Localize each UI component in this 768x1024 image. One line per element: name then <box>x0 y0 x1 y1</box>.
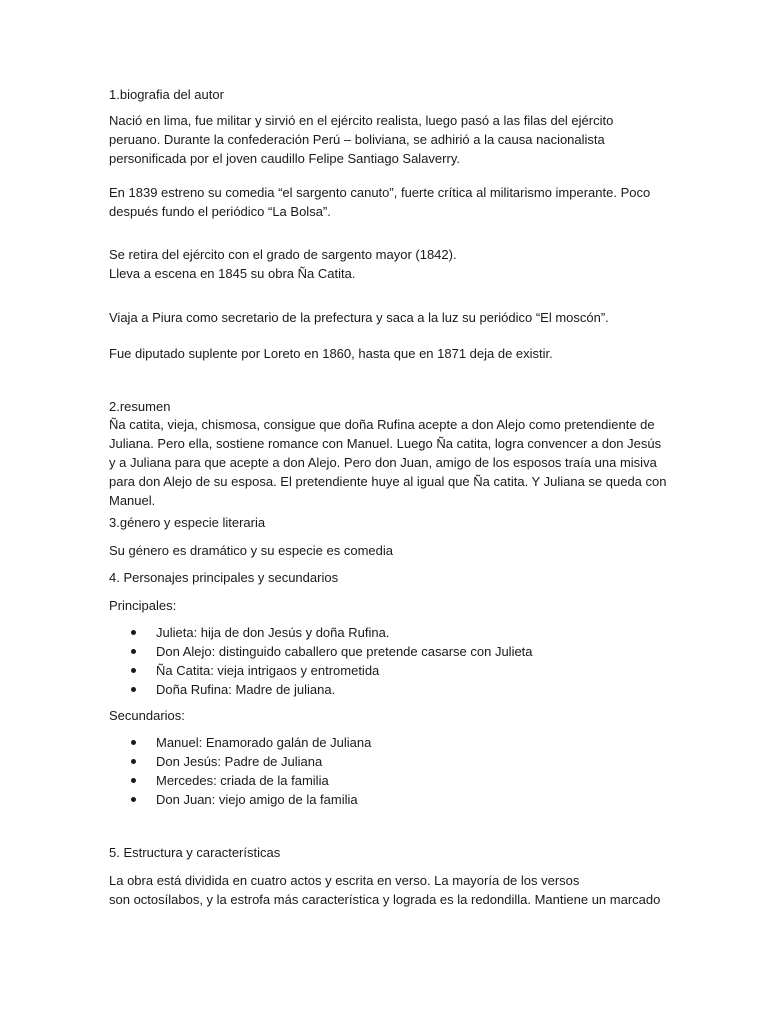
bullet-icon <box>131 687 136 692</box>
text-line: Nació en lima, fue militar y sirvió en el ejército realista, luego pasó a las filas del ejército <box>109 113 614 128</box>
principales-label: Principales: <box>109 598 177 613</box>
text-line: Manuel. <box>109 493 156 508</box>
genre-paragraph: Su género es dramático y su especie es comedia <box>109 543 393 558</box>
text-line: después fundo el periódico “La Bolsa”. <box>109 204 331 219</box>
section-1-heading: 1.biografia del autor <box>109 87 224 102</box>
list-item <box>109 771 669 790</box>
list-item <box>109 733 669 752</box>
bullet-icon <box>131 740 136 745</box>
biography-paragraph-3 <box>109 245 669 283</box>
list-item-text: Doña Rufina: Madre de juliana. <box>156 682 336 697</box>
secundarios-list <box>109 733 669 809</box>
text-line: y a Juliana para que acepte a don Alejo. Pero don Juan, amigo de los esposos traía una misiva <box>109 455 657 470</box>
list-item-text: Don Alejo: distinguido caballero que pretende casarse con Julieta <box>156 644 533 659</box>
bullet-icon <box>131 630 136 635</box>
text-line: Ña catita, vieja, chismosa, consigue que doña Rufina acepte a don Alejo como pretendiente de <box>109 417 655 432</box>
text-line: Se retira del ejército con el grado de sargento mayor (1842). <box>109 247 457 262</box>
section-3-heading: 3.género y especie literaria <box>109 515 266 530</box>
text-line: Lleva a escena en 1845 su obra Ña Catita. <box>109 266 356 281</box>
secundarios-label: Secundarios: <box>109 708 185 723</box>
list-item-text: Julieta: hija de don Jesús y doña Rufina. <box>156 625 390 640</box>
structure-paragraph <box>109 871 669 909</box>
list-item-text: Ña Catita: vieja intrigaos y entrometida <box>156 663 380 678</box>
text-line: La obra está dividida en cuatro actos y escrita en verso. La mayoría de los versos <box>109 873 580 888</box>
list-item <box>109 623 669 642</box>
list-item <box>109 642 669 661</box>
text-line: peruano. Durante la confederación Perú – boliviana, se adhirió a la causa nacionalista <box>109 132 605 147</box>
text-line: personificada por el joven caudillo Felipe Santiago Salaverry. <box>109 151 460 166</box>
bullet-icon <box>131 778 136 783</box>
section-2-heading: 2.resumen <box>109 399 171 414</box>
biography-paragraph-1 <box>109 111 669 168</box>
section-4-heading: 4. Personajes principales y secundarios <box>109 570 339 585</box>
bullet-icon <box>131 668 136 673</box>
text-line: Juliana. Pero ella, sostiene romance con Manuel. Luego Ña catita, logra convencer a don Jesús <box>109 436 662 451</box>
list-item-text: Mercedes: criada de la familia <box>156 773 329 788</box>
bullet-icon <box>131 759 136 764</box>
section-5-heading: 5. Estructura y características <box>109 845 281 860</box>
text-line: para don Alejo de su esposa. El pretendiente huye al igual que Ña catita. Y Juliana se queda con <box>109 474 667 489</box>
bullet-icon <box>131 649 136 654</box>
list-item-text: Don Jesús: Padre de Juliana <box>156 754 323 769</box>
list-item <box>109 661 669 680</box>
summary-paragraph <box>109 415 669 510</box>
list-item <box>109 752 669 771</box>
biography-paragraph-2 <box>109 183 669 221</box>
biography-paragraph-5: Fue diputado suplente por Loreto en 1860, hasta que en 1871 deja de existir. <box>109 346 553 361</box>
bullet-icon <box>131 797 136 802</box>
text-line: En 1839 estreno su comedia “el sargento canuto”, fuerte crítica al militarismo imperante. Poco <box>109 185 651 200</box>
list-item <box>109 680 669 699</box>
list-item-text: Don Juan: viejo amigo de la familia <box>156 792 358 807</box>
biography-paragraph-4: Viaja a Piura como secretario de la prefectura y saca a la luz su periódico “El moscón”. <box>109 310 609 325</box>
list-item <box>109 790 669 809</box>
list-item-text: Manuel: Enamorado galán de Juliana <box>156 735 372 750</box>
text-line: son octosílabos, y la estrofa más característica y lograda es la redondilla. Mantiene un marcado <box>109 892 661 907</box>
principales-list <box>109 623 669 699</box>
